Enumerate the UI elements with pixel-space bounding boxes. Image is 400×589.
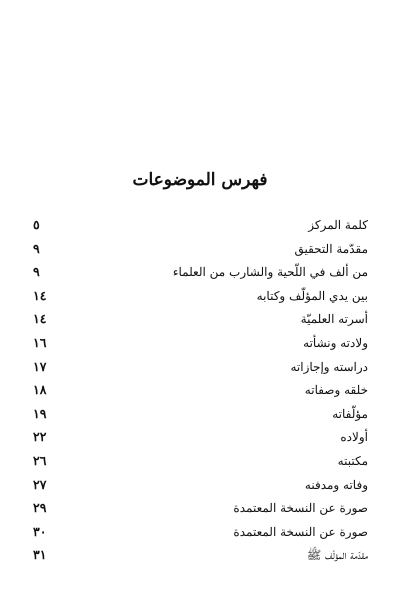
toc-row [33, 260, 368, 284]
toc-entry-label: صورة عن النسخة المعتمدة [233, 524, 368, 539]
toc-entry-label: مكتبته [337, 453, 368, 468]
toc-entry-label: كلمة المركز [308, 218, 368, 232]
toc-row [33, 331, 368, 355]
toc-entry-label: وفاته ومدفنه [304, 477, 368, 492]
toc-row [33, 473, 368, 497]
toc-entry-page-number: ٥ [33, 217, 40, 232]
toc-entry-label: من ألف في اللّحية والشارب من العلماء [172, 265, 368, 280]
toc-entry-page-number: ١٩ [33, 405, 47, 421]
toc-entry-page-number: ٢٢ [33, 429, 47, 445]
toc-entry-page-number: ١٧ [33, 358, 47, 374]
toc-entry-page-number: ٢٦ [33, 452, 47, 468]
toc-entry-label: صورة عن النسخة المعتمدة [233, 501, 368, 516]
toc-entry-label: أولاده [340, 430, 368, 445]
toc-entry-page-number: ٢٧ [33, 476, 47, 492]
toc-row [33, 402, 368, 426]
toc-entry-label: بين يدي المؤلّف وكتابه [256, 288, 368, 303]
toc-entry-label: مقدّمة التحقيق [294, 241, 368, 256]
toc-entry-label: أسرته العلميّة [300, 312, 368, 327]
toc-row [33, 237, 368, 261]
toc-entry-page-number: ١٤ [33, 311, 47, 327]
toc-entry-page-number: ٣٠ [33, 523, 47, 539]
toc-list [33, 213, 368, 567]
toc-row [33, 307, 368, 331]
toc-entry-page-number: ٩ [33, 240, 40, 256]
toc-row [33, 496, 368, 520]
toc-entry-label: ولادته ونشأته [303, 335, 368, 350]
toc-row [33, 543, 368, 567]
toc-entry-page-number: ٩ [33, 264, 40, 280]
toc-row [33, 449, 368, 473]
toc-entry-page-number: ٢٩ [33, 500, 47, 516]
toc-entry-page-number: ١٨ [33, 382, 47, 398]
toc-row [33, 378, 368, 402]
toc-entry-label: دراسته وإجازاته [290, 359, 368, 374]
toc-entry-label: مقدّمة المؤلّف ﷺ [306, 548, 368, 563]
toc-title: فهرس الموضوعات [132, 170, 268, 190]
toc-row [33, 355, 368, 379]
toc-entry-label: مؤلّفاته [332, 406, 368, 421]
toc-entry-page-number: ١٦ [33, 334, 47, 350]
toc-row [33, 425, 368, 449]
toc-entry-label: خلقه وصفاته [304, 383, 368, 398]
toc-entry-page-number: ٣١ [33, 547, 47, 563]
toc-row [33, 284, 368, 308]
toc-row [33, 520, 368, 544]
toc-row [33, 213, 368, 237]
toc-entry-page-number: ١٤ [33, 287, 47, 303]
